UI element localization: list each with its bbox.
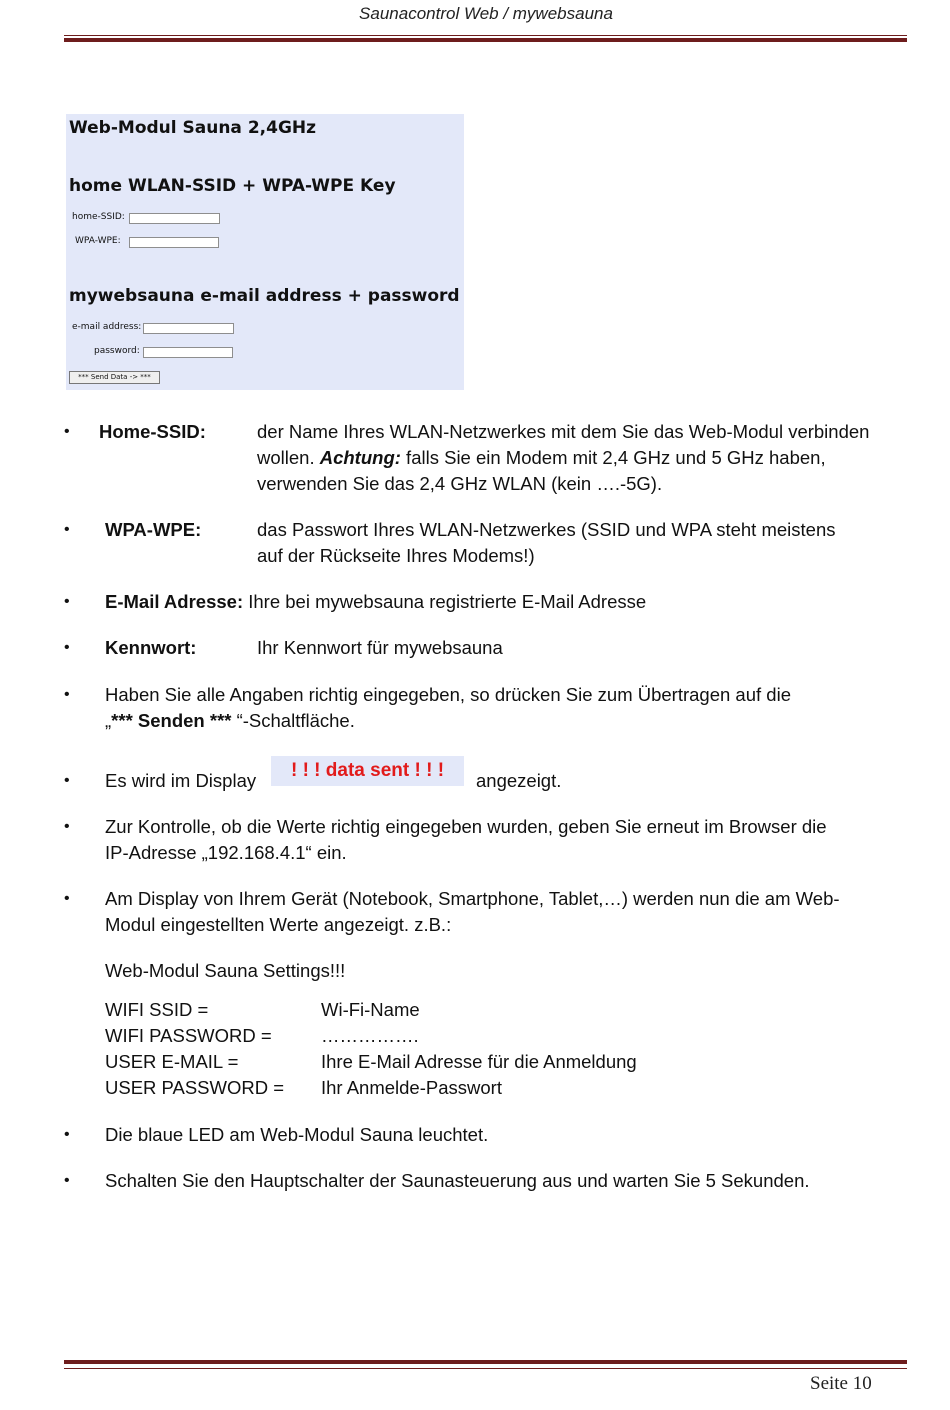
settings-key: USER PASSWORD = — [105, 1077, 285, 1098]
account-heading: mywebsauna e-mail address + password — [69, 286, 460, 306]
ssid-input[interactable] — [129, 213, 220, 224]
bullet-icon: • — [64, 772, 70, 789]
send-instruction-line1: Haben Sie alle Angaben richtig eingegeben, so drücken Sie zum Übertragen auf die — [105, 684, 791, 705]
password-input[interactable] — [143, 347, 233, 358]
footer-rule — [64, 1360, 907, 1369]
bullet-icon: • — [64, 686, 70, 703]
ssid-desc-line3: verwenden Sie das 2,4 GHz WLAN (kein ….-5G). — [257, 473, 663, 494]
settings-key: USER E-MAIL = — [105, 1051, 239, 1072]
password-desc: Ihr Kennwort für mywebsauna — [257, 637, 503, 658]
display-text-pre: Es wird im Display — [105, 770, 257, 791]
ssid-desc-line1: der Name Ihres WLAN-Netzwerkes mit dem Sie das Web-Modul verbinden — [257, 421, 870, 442]
device-line1: Am Display von Ihrem Gerät (Notebook, Smartphone, Tablet,…) werden nun die am Web- — [105, 888, 840, 909]
page-header-title: Saunacontrol Web / mywebsauna — [359, 4, 613, 23]
bullet-icon: • — [64, 1126, 70, 1143]
wpa-input[interactable] — [129, 237, 219, 248]
bullet-icon: • — [64, 521, 70, 538]
ssid-label: home-SSID: — [72, 212, 125, 222]
settings-value: Wi-Fi-Name — [321, 999, 420, 1020]
bullet-icon: • — [64, 818, 70, 835]
send-instruction-line2: „*** Senden *** “-Schaltfläche. — [105, 710, 355, 731]
switch-text: Schalten Sie den Hauptschalter der Saunasteuerung aus und warten Sie 5 Sekunden. — [105, 1170, 810, 1191]
email-input[interactable] — [143, 323, 234, 334]
warning-label: Achtung: — [319, 447, 401, 468]
device-line2: Modul eingestellten Werte angezeigt. z.B.: — [105, 914, 452, 935]
password-label: password: — [94, 346, 140, 356]
control-line1: Zur Kontrolle, ob die Werte richtig eingegeben wurden, geben Sie erneut im Browser die — [105, 816, 827, 837]
settings-key: WIFI PASSWORD = — [105, 1025, 272, 1046]
wpa-label: WPA-WPE: — [75, 236, 121, 246]
wlan-heading: home WLAN-SSID + WPA-WPE Key — [69, 176, 396, 196]
settings-key: WIFI SSID = — [105, 999, 209, 1020]
control-line2: IP-Adresse „192.168.4.1“ ein. — [105, 842, 347, 863]
form-title: Web-Modul Sauna 2,4GHz — [69, 118, 317, 138]
bullet-icon: • — [64, 423, 70, 440]
page-number: Seite 10 — [810, 1373, 872, 1394]
bullet-icon: • — [64, 1172, 70, 1189]
email-item — [105, 589, 646, 615]
settings-value: ……………. — [321, 1025, 419, 1046]
wpa-term: WPA-WPE: — [105, 519, 202, 540]
bullet-icon: • — [64, 890, 70, 907]
send-data-button[interactable]: *** Send Data -> *** — [69, 371, 160, 384]
email-desc: Ihre bei mywebsauna registrierte E-Mail Adresse — [243, 591, 647, 612]
bullet-icon: • — [64, 639, 70, 656]
web-module-form — [66, 114, 464, 390]
wpa-desc-line1: das Passwort Ihres WLAN-Netzwerkes (SSID und WPA steht meistens — [257, 519, 836, 540]
display-text-post: angezeigt. — [476, 770, 562, 791]
ssid-desc-line2: wollen. Achtung: falls Sie ein Modem mit 2,4 GHz und 5 GHz haben, — [257, 447, 826, 468]
settings-value: Ihr Anmelde-Passwort — [321, 1077, 502, 1098]
bullet-icon: • — [64, 593, 70, 610]
data-sent-display: ! ! ! data sent ! ! ! — [271, 756, 464, 786]
email-term: E-Mail Adresse: — [105, 591, 244, 612]
ssid-term: Home-SSID: — [99, 421, 206, 442]
wpa-desc-line2: auf der Rückseite Ihres Modems!) — [257, 545, 535, 566]
header-rule — [64, 35, 907, 42]
send-button-ref: *** Senden *** — [111, 710, 232, 731]
settings-value: Ihre E-Mail Adresse für die Anmeldung — [321, 1051, 637, 1072]
led-text: Die blaue LED am Web-Modul Sauna leuchtet. — [105, 1124, 489, 1145]
settings-title: Web-Modul Sauna Settings!!! — [105, 960, 346, 981]
email-label: e-mail address: — [72, 322, 142, 332]
password-term: Kennwort: — [105, 637, 197, 658]
